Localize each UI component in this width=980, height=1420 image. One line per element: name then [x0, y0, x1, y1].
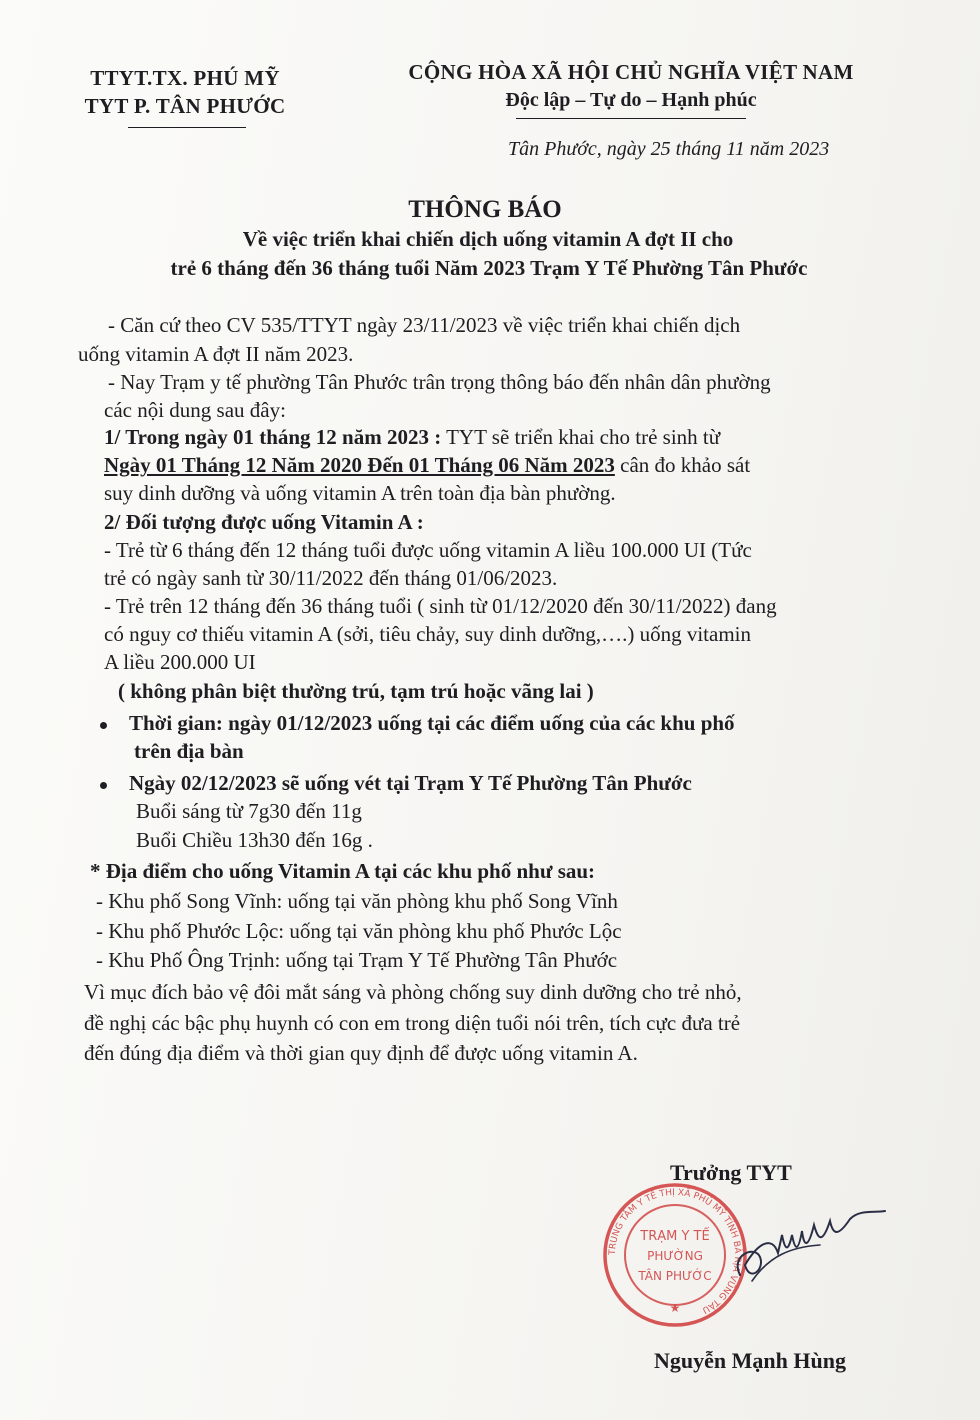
afternoon-hours: Buổi Chiều 13h30 đến 16g . — [136, 828, 373, 852]
motto-underline — [516, 118, 746, 119]
bullet-time-text: Thời gian: ngày 01/12/2023 uống tại các điểm uống của các khu phố — [129, 711, 735, 735]
bullet-icon — [100, 722, 107, 729]
location-ong-trinh: - Khu Phố Ông Trịnh: uống tại Trạm Y Tế Phường Tân Phước — [96, 948, 618, 972]
signer-role: Trưởng TYT — [670, 1160, 792, 1185]
bullet-icon — [100, 782, 107, 789]
locations-heading: * Địa điểm cho uống Vitamin A tại các khu phố như sau: — [90, 859, 596, 883]
section-1-text: TYT sẽ triển khai cho trẻ sinh từ — [441, 425, 721, 449]
org-name-line2: TYT P. TÂN PHƯỚC — [84, 94, 286, 118]
nation-title: CỘNG HÒA XÃ HỘI CHỦ NGHĨA VIỆT NAM — [408, 60, 854, 84]
date-line: Tân Phước, ngày 25 tháng 11 năm 2023 — [508, 138, 830, 160]
paragraph-notice-line2: các nội dung sau đây: — [104, 398, 286, 422]
nation-motto: Độc lập – Tự do – Hạnh phúc — [505, 89, 757, 111]
bullet-followup — [100, 769, 692, 798]
section-1-line1 — [104, 423, 720, 452]
target-group-a-line2: trẻ có ngày sanh từ 30/11/2022 đến tháng 01/06/2023. — [104, 566, 558, 590]
stamp-star-icon: ★ — [669, 1301, 681, 1315]
section-1-line3: suy dinh dưỡng và uống vitamin A trên toàn địa bàn phường. — [104, 481, 616, 505]
closing-line2: đề nghị các bậc phụ huynh có con em trong diện tuổi nói trên, tích cực đưa trẻ — [84, 1011, 741, 1035]
document-subtitle-1: Về việc triển khai chiến dịch uống vitamin A đợt II cho — [242, 227, 734, 251]
section-2-heading: 2/ Đối tượng được uống Vitamin A : — [104, 510, 424, 534]
residency-note: ( không phân biệt thường trú, tạm trú hoặc vãng lai ) — [118, 679, 594, 703]
paragraph-notice-line1: - Nay Trạm y tế phường Tân Phước trân trọng thông báo đến nhân dân phường — [108, 370, 771, 394]
target-group-a-line1: - Trẻ từ 6 tháng đến 12 tháng tuổi được uống vitamin A liều 100.000 UI (Tức — [104, 538, 752, 562]
target-group-b-line3: A liều 200.000 UI — [104, 650, 256, 674]
stamp-text-3: TÂN PHƯỚC — [638, 1269, 712, 1283]
stamp-ring-text: TRUNG TÂM Y TẾ THỊ XÃ PHÚ MỸ TỈNH BÀ RỊA VŨNG TÀU — [607, 1187, 743, 1315]
paragraph-basis-line1: - Căn cứ theo CV 535/TTYT ngày 23/11/2023 về việc triển khai chiến dịch — [108, 313, 741, 337]
location-song-vinh: - Khu phố Song Vĩnh: uống tại văn phòng khu phố Song Vĩnh — [96, 889, 618, 913]
stamp-text-1: TRẠM Y TẾ — [640, 1229, 710, 1244]
org-name-line1: TTYT.TX. PHÚ MỸ — [90, 66, 280, 90]
birth-date-range: Ngày 01 Tháng 12 Năm 2020 Đến 01 Tháng 06 Năm 2023 — [104, 453, 615, 477]
target-group-b-line2: có nguy cơ thiếu vitamin A (sởi, tiêu chảy, suy dinh dưỡng,….) uống vitamin — [104, 622, 752, 646]
closing-line1: Vì mục đích bảo vệ đôi mắt sáng và phòng chống suy dinh dưỡng cho trẻ nhỏ, — [84, 980, 742, 1004]
handwritten-signature — [700, 1195, 900, 1305]
closing-line3: đến đúng địa điểm và thời gian quy định để được uống vitamin A. — [84, 1041, 638, 1065]
morning-hours: Buổi sáng từ 7g30 đến 11g — [136, 799, 362, 823]
section-1-line2 — [104, 451, 750, 480]
bullet-time-line2: trên địa bàn — [134, 739, 244, 763]
stamp-text-2: PHƯỜNG — [647, 1249, 703, 1263]
org-underline — [128, 127, 246, 128]
location-phuoc-loc: - Khu phố Phước Lộc: uống tại văn phòng khu phố Phước Lộc — [96, 919, 622, 943]
section-1-heading: 1/ Trong ngày 01 tháng 12 năm 2023 : — [104, 425, 442, 449]
section-1-text-2: cân đo khảo sát — [614, 453, 751, 477]
bullet-time-line1 — [100, 709, 735, 738]
paragraph-basis-line2: uống vitamin A đợt II năm 2023. — [78, 342, 354, 366]
target-group-b-line1: - Trẻ trên 12 tháng đến 36 tháng tuổi ( sinh từ 01/12/2020 đến 30/11/2022) đang — [104, 594, 777, 618]
signer-name: Nguyễn Mạnh Hùng — [654, 1348, 846, 1373]
document-heading: THÔNG BÁO — [408, 196, 562, 223]
bullet-followup-text: Ngày 02/12/2023 sẽ uống vét tại Trạm Y Tế Phường Tân Phước — [129, 771, 692, 795]
document-subtitle-2: trẻ 6 tháng đến 36 tháng tuổi Năm 2023 Trạm Y Tế Phường Tân Phước — [170, 256, 808, 280]
